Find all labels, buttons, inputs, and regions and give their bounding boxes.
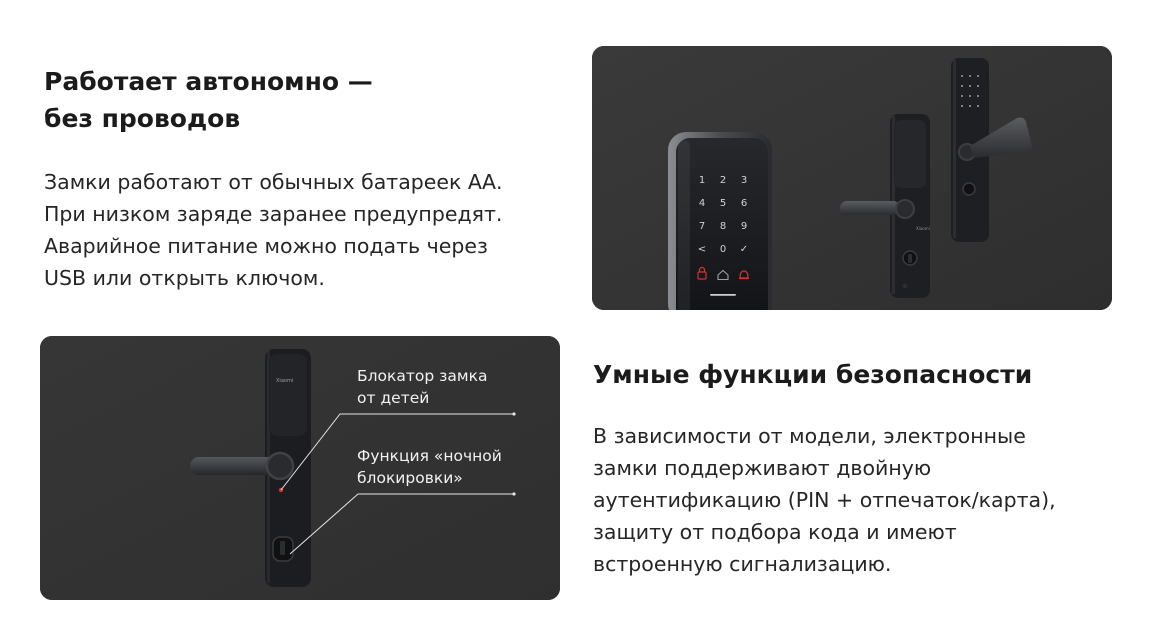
security-description-line: встроенную сигнализацию. bbox=[593, 552, 892, 576]
autonomous-description-line: Аварийное питание можно подать через bbox=[44, 234, 488, 258]
keypad-key: 9 bbox=[740, 221, 748, 232]
security-description-line: замки поддерживают двойную bbox=[593, 456, 932, 480]
keypad-key: 0 bbox=[719, 244, 727, 255]
svg-text:Xiaomi: Xiaomi bbox=[916, 226, 930, 231]
keypad-closeup bbox=[668, 132, 772, 310]
keypad-key: 2 bbox=[719, 175, 727, 186]
keypad-key: 1 bbox=[698, 175, 706, 186]
callout-line: блокировки» bbox=[357, 469, 463, 487]
callout-line: от детей bbox=[357, 389, 430, 407]
keyhole bbox=[963, 183, 975, 195]
security-description-line: аутентификацию (PIN + отпечаток/карта), bbox=[593, 488, 1056, 512]
keypad-key: 5 bbox=[719, 198, 727, 209]
security-description-line: защиту от подбора кода и имеют bbox=[593, 520, 957, 544]
door-handle bbox=[840, 201, 900, 215]
lock-features-photo bbox=[40, 336, 560, 600]
callout-line: Блокатор замка bbox=[357, 367, 488, 385]
keypad-key: < bbox=[697, 244, 707, 255]
smart-locks-illustration bbox=[592, 46, 1112, 310]
autonomous-title-line: без проводов bbox=[44, 104, 241, 133]
fingerprint-strip bbox=[710, 294, 736, 296]
smart-locks-photo bbox=[592, 46, 1112, 310]
keypad-key: 6 bbox=[740, 198, 748, 209]
autonomous-title-line: Работает автономно — bbox=[44, 67, 373, 96]
security-title: Умные функции безопасности bbox=[593, 360, 1033, 389]
keypad-key: ✓ bbox=[739, 244, 749, 255]
night-lock-callout bbox=[357, 445, 502, 489]
autonomous-description-line: USB или открыть ключом. bbox=[44, 266, 325, 290]
security-description-line: В зависимости от модели, электронные bbox=[593, 424, 1026, 448]
autonomous-description-line: Замки работают от обычных батареек АА. bbox=[44, 170, 503, 194]
svg-text:Xiaomi: Xiaomi bbox=[276, 378, 294, 384]
keypad-key: 4 bbox=[698, 198, 706, 209]
child-lock-callout bbox=[357, 365, 487, 409]
keypad-key: 3 bbox=[740, 175, 748, 186]
security-description bbox=[593, 420, 1056, 580]
autonomous-description-line: При низком заряде заранее предупредят. bbox=[44, 202, 503, 226]
autonomous-description bbox=[44, 166, 503, 294]
door-handle bbox=[190, 457, 276, 475]
keypad-key: 8 bbox=[719, 221, 727, 232]
autonomous-title bbox=[44, 63, 373, 137]
callout-line: Функция «ночной bbox=[357, 447, 502, 465]
keypad-key: 7 bbox=[698, 221, 706, 232]
